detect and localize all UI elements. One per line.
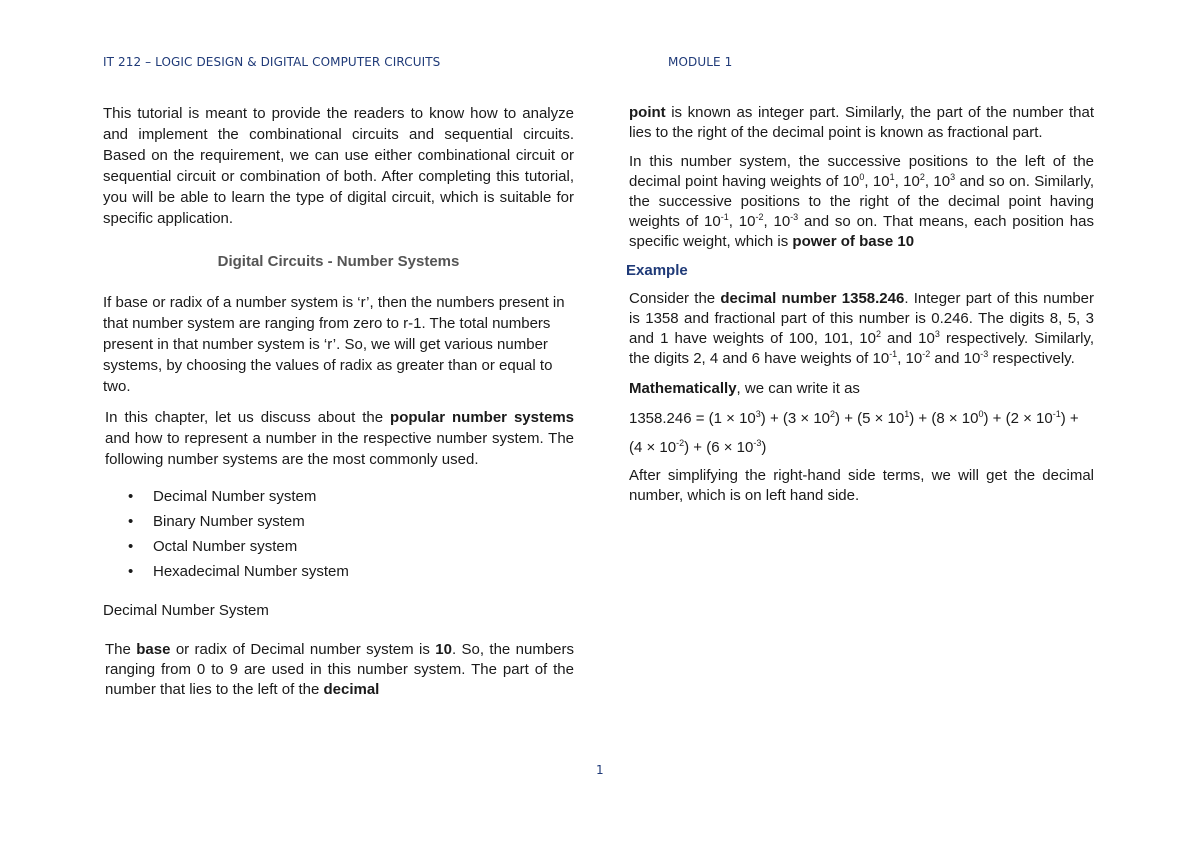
list-item-label: Octal Number system (153, 538, 298, 555)
example-text-a: Consider the (629, 290, 721, 307)
weights-sep: , 10 (763, 213, 791, 230)
weights-text-a: In this number system, the successive positions to the left of the decimal point having weights of 10 (629, 153, 1094, 190)
decimal-system-title: Decimal Number System (103, 602, 269, 619)
eq2-b: ) + (6 × 10 (684, 439, 754, 456)
number-system-list (103, 484, 574, 584)
weights-text-b: and so on. Similarly, the successive positions to the right of the decimal point having weights of 10 (629, 173, 1094, 230)
continuation-text: is known as integer part. Similarly, the part of the number that lies to the right of the decimal point is known as fractional part. (629, 104, 1094, 141)
superscript: -2 (676, 438, 685, 448)
decimal-text-3: . So, the numbers ranging from 0 to 9 are used in this number system. The part of the number that lies to the left of the (105, 641, 575, 698)
intro-paragraph: This tutorial is meant to provide the readers to know how to analyze and implement the combinational circuits and sequential circuits. Based on the requirement, we can use either combinational circuit or sequential circuit or combination of both. After completing this tutorial, you will be able to learn the type of digital circuit, which is suitable for specific application. (103, 105, 574, 227)
decimal-bold-2: 10 (435, 641, 452, 658)
superscript: 1 (889, 172, 895, 182)
superscript: 2 (919, 172, 925, 182)
superscript: 3 (950, 172, 956, 182)
superscript: -2 (922, 349, 931, 359)
decimal-paragraph (103, 640, 574, 700)
left-column (103, 103, 574, 700)
bullet-icon: • (128, 563, 134, 580)
math-bold: Mathematically (629, 380, 737, 397)
eq1-f: ) + (1060, 410, 1079, 427)
example-text-d: respectively. Similarly, the digits 2, 4 and 6 have weights of 10 (629, 330, 1095, 367)
radix-paragraph: If base or radix of a number system is ‘r’, then the numbers present in that number system are ranging from zero to r-1. The total numbers present in that number system is ‘r’. So, we will get various number systems, by choosing the values of radix as greater than or equal to two. (103, 294, 565, 395)
mathematically-line (629, 378, 1094, 399)
chapter-paragraph (103, 407, 574, 470)
conclusion-paragraph: After simplifying the right-hand side terms, we will get the decimal number, which is on left hand side. (629, 467, 1094, 504)
weights-text-c: and so on. That means, each position has specific weight, which is (629, 213, 1094, 250)
weights-sep: , 10 (924, 173, 951, 190)
example-text-f: and 10 (930, 350, 981, 367)
superscript: 3 (755, 409, 761, 419)
bullet-icon: • (128, 488, 134, 505)
weights-sep: , 10 (728, 213, 756, 230)
chapter-bold: popular number systems (390, 409, 575, 426)
list-item (128, 534, 574, 559)
decimal-text-1: The (105, 641, 137, 658)
chapter-text-b: and how to represent a number in the respective number system. The following number systems are the most commonly used. (105, 430, 574, 468)
math-text: , we can write it as (736, 380, 860, 397)
superscript: 3 (934, 329, 940, 339)
weights-bold: power of base 10 (792, 233, 915, 250)
weights-paragraph (629, 152, 1094, 252)
superscript: -3 (753, 438, 762, 448)
bullet-icon: • (128, 513, 134, 530)
eq1-b: ) + (3 × 10 (760, 410, 831, 427)
list-item-label: Binary Number system (153, 513, 305, 530)
example-bold: decimal number 1358.246 (720, 290, 905, 307)
header-module-label: MODULE 1 (668, 55, 733, 69)
example-paragraph (629, 289, 1094, 369)
bullet-icon: • (128, 538, 134, 555)
section-heading: Digital Circuits - Number Systems (217, 253, 460, 270)
example-text-c: and 10 (880, 330, 935, 347)
superscript: 1 (904, 409, 910, 419)
eq1-d: ) + (8 × 10 (909, 410, 979, 427)
list-item (128, 509, 574, 534)
superscript: -1 (1052, 409, 1061, 419)
superscript: -1 (720, 212, 729, 222)
list-item-label: Decimal Number system (153, 488, 317, 505)
weights-sep: , 10 (864, 173, 890, 190)
example-text-e: , 10 (897, 350, 923, 367)
superscript: 0 (859, 172, 865, 182)
continuation-paragraph (629, 103, 1094, 143)
decimal-text-2: or radix of Decimal number system is (170, 641, 436, 658)
eq1-c: ) + (5 × 10 (835, 410, 905, 427)
weights-sep: , 10 (894, 173, 920, 190)
equation-line-1 (629, 408, 1094, 429)
superscript: -3 (980, 349, 989, 359)
superscript: -3 (790, 212, 799, 222)
list-item (128, 559, 574, 584)
list-item-label: Hexadecimal Number system (153, 563, 349, 580)
chapter-text-a: In this chapter, let us discuss about the (105, 409, 391, 426)
superscript: -1 (889, 349, 898, 359)
header-course-title: IT 212 – LOGIC DESIGN & DIGITAL COMPUTER CIRCUITS (103, 55, 441, 69)
continuation-bold: point (629, 104, 666, 121)
list-item (128, 484, 574, 509)
example-text-b: . Integer part of this number is 1358 and fractional part of this number is 0.246. The digits 8, 5, 3 and 1 have weights of 100, 101, 10 (629, 290, 1095, 347)
decimal-bold-3: decimal (323, 681, 380, 698)
eq2-a: (4 × 10 (629, 439, 677, 456)
eq2-c: ) (761, 439, 767, 456)
superscript: 0 (978, 409, 984, 419)
page-number: 1 (596, 763, 604, 777)
equation-line-2 (629, 437, 1094, 458)
superscript: -2 (755, 212, 764, 222)
example-text-g: respectively. (988, 350, 1075, 367)
eq1-a: 1358.246 = (1 × 10 (629, 410, 756, 427)
example-heading: Example (626, 262, 688, 279)
superscript: 2 (830, 409, 836, 419)
superscript: 2 (875, 329, 881, 339)
eq1-e: ) + (2 × 10 (983, 410, 1053, 427)
decimal-bold-1: base (136, 641, 171, 658)
right-column (626, 103, 1095, 506)
